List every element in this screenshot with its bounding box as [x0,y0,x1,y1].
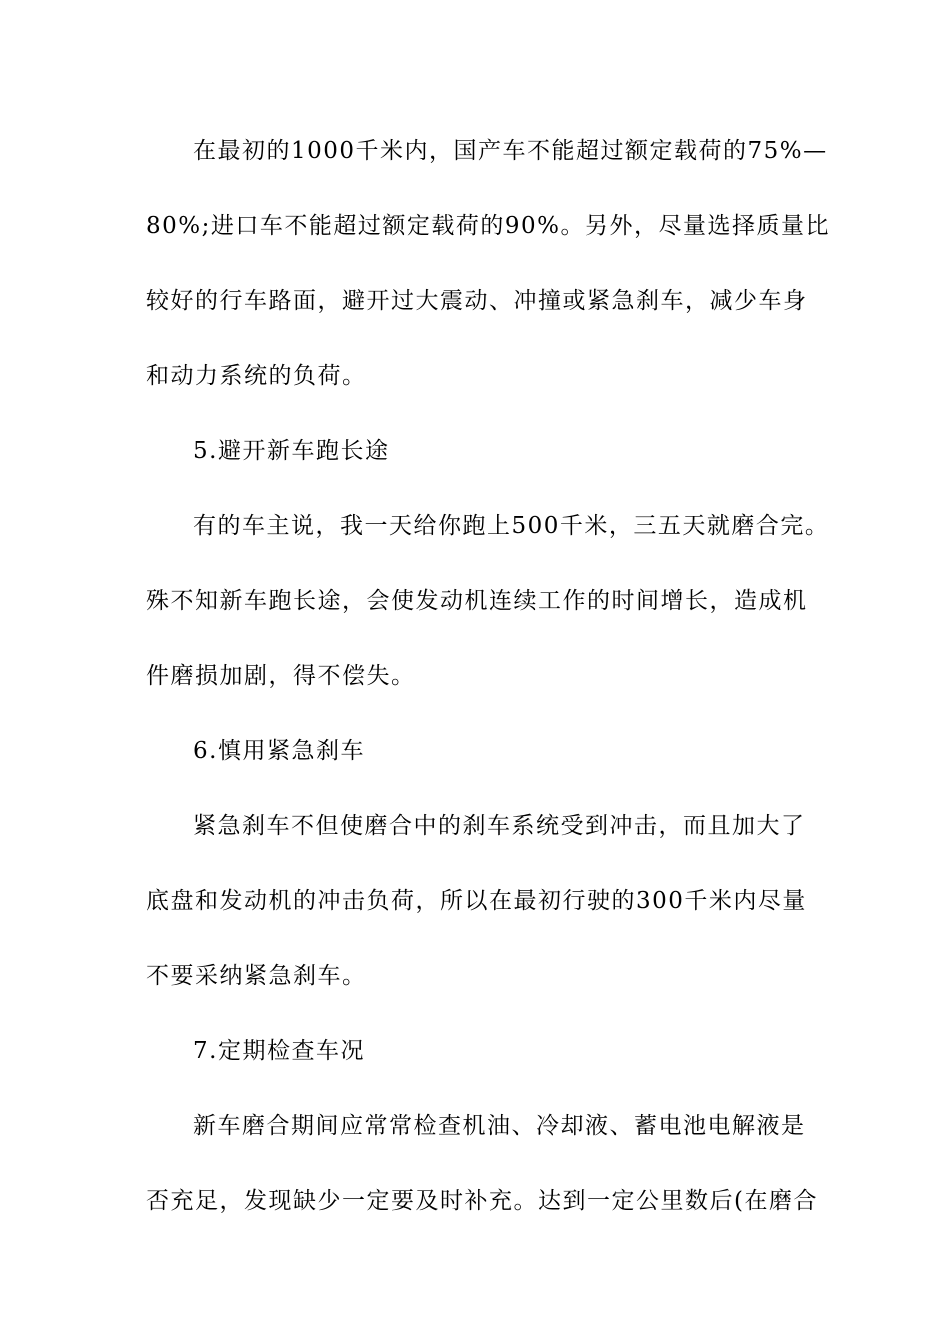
paragraph-line-7: 殊不知新车跑长途，会使发动机连续工作的时间增长，造成机 [146,588,808,614]
paragraph-line-3: 较好的行车路面，避开过大震动、冲撞或紧急刹车，减少车身 [146,288,808,314]
paragraph-line-12: 不要采纳紧急刹车。 [146,963,367,989]
section-heading-7: 7.定期检查车况 [193,1038,365,1064]
paragraph-line-4: 和动力系统的负荷。 [146,363,367,389]
paragraph-line-10: 紧急刹车不但使磨合中的刹车系统受到冲击，而且加大了 [193,813,806,839]
paragraph-line-8: 件磨损加剧，得不偿失。 [146,663,416,689]
section-heading-5: 5.避开新车跑长途 [193,438,390,464]
paragraph-line-14: 新车磨合期间应常常检查机油、冷却液、蓄电池电解液是 [193,1113,806,1139]
paragraph-line-1: 在最初的1000千米内，国产车不能超过额定载荷的75%— [193,138,828,164]
paragraph-line-6: 有的车主说，我一天给你跑上500千米，三五天就磨合完。 [193,513,830,539]
paragraph-line-11: 底盘和发动机的冲击负荷，所以在最初行驶的300千米内尽量 [146,888,807,914]
paragraph-line-15: 否充足，发现缺少一定要及时补充。达到一定公里数后(在磨合 [146,1188,818,1214]
section-heading-6: 6.慎用紧急刹车 [193,738,365,764]
paragraph-line-2: 80%;进口车不能超过额定载荷的90%。另外，尽量选择质量比 [146,213,830,239]
